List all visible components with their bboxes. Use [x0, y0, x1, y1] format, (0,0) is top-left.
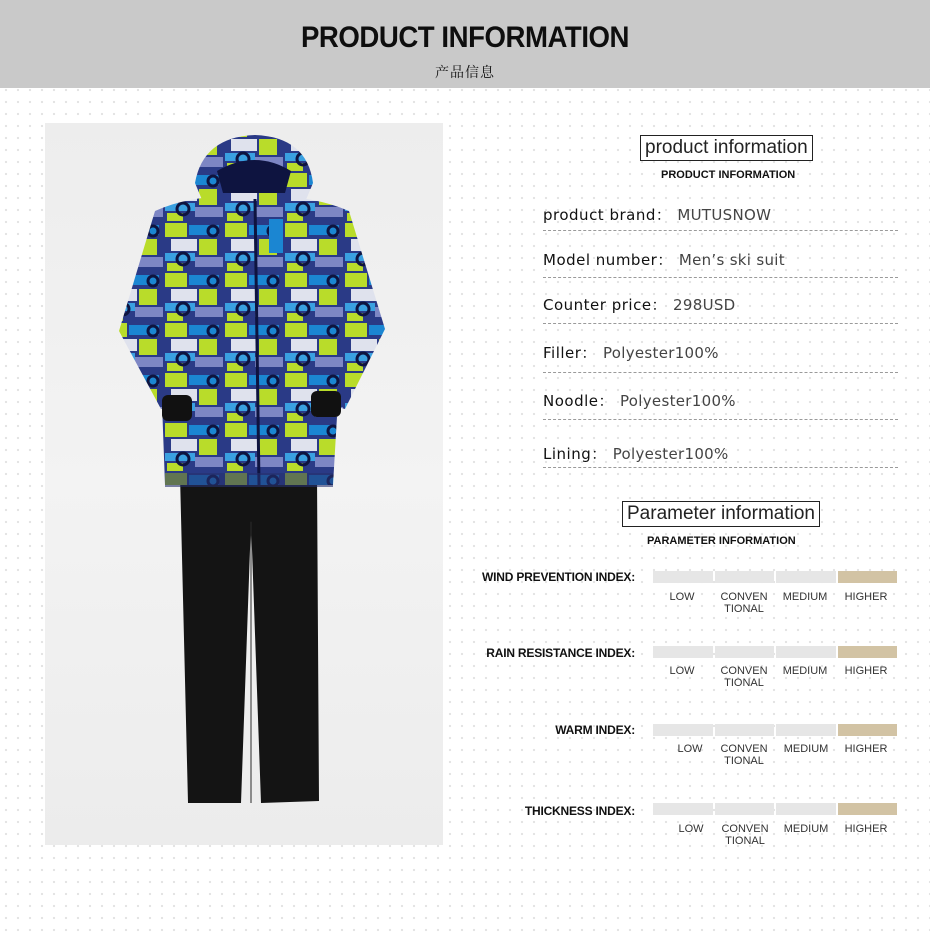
parameter-info-subheading: PARAMETER INFORMATION [647, 535, 796, 547]
level-label: LOW [677, 743, 703, 755]
level-segment [715, 803, 775, 815]
level-label: LOW [669, 591, 695, 603]
wind-prevention-index-label: WIND PREVENTION INDEX: [482, 570, 635, 584]
divider [543, 419, 898, 420]
level-segment [776, 571, 836, 583]
divider [543, 323, 898, 324]
level-label: HIGHER [844, 823, 888, 835]
wind-prevention-index-bar [653, 571, 897, 583]
product-info-subheading: PRODUCT INFORMATION [661, 169, 796, 181]
info-row-price: Counter price： 298USD [543, 296, 736, 314]
level-segment [776, 646, 836, 658]
level-label: HIGHER [844, 591, 888, 603]
level-label: MEDIUM [782, 665, 828, 677]
level-segment-selected [838, 803, 898, 815]
level-label: CONVEN TIONAL [720, 665, 768, 689]
thickness-index-bar [653, 803, 897, 815]
warm-index-label: WARM INDEX: [555, 723, 635, 737]
level-label: LOW [669, 665, 695, 677]
pants-shape [180, 475, 319, 803]
page-header [0, 0, 930, 88]
level-label: LOW [678, 823, 704, 835]
level-segment [653, 646, 713, 658]
jacket-body [155, 196, 349, 485]
level-segment [653, 571, 713, 583]
level-label: CONVEN TIONAL [721, 823, 769, 847]
level-segment [715, 571, 775, 583]
parameter-info-heading: Parameter information [622, 501, 820, 527]
level-label: CONVEN TIONAL [720, 743, 768, 767]
divider [543, 467, 898, 468]
level-label: MEDIUM [783, 743, 829, 755]
level-segment [776, 803, 836, 815]
level-segment [653, 803, 713, 815]
level-segment [776, 724, 836, 736]
level-label: HIGHER [844, 743, 888, 755]
level-segment [715, 646, 775, 658]
product-info-heading: product information [640, 135, 813, 161]
level-label: HIGHER [844, 665, 888, 677]
divider [543, 372, 898, 373]
page-title: PRODUCT INFORMATION [300, 21, 630, 54]
info-row-lining: Lining： Polyester100% [543, 445, 729, 463]
level-label: MEDIUM [783, 823, 829, 835]
divider [543, 230, 898, 231]
level-segment-selected [838, 724, 898, 736]
rain-resistance-index-bar [653, 646, 897, 658]
level-segment [653, 724, 713, 736]
level-label: CONVEN TIONAL [720, 591, 768, 615]
info-row-brand: product brand： MUTUSNOW [543, 206, 772, 224]
page-subtitle: 产品信息 [435, 65, 495, 81]
level-segment-selected [838, 646, 898, 658]
thickness-index-label: THICKNESS INDEX: [524, 804, 635, 818]
warm-index-bar [653, 724, 897, 736]
info-row-filler: Filler： Polyester100% [543, 344, 719, 362]
rain-resistance-index-label: RAIN RESISTANCE INDEX: [486, 646, 635, 660]
info-row-model: Model number： Men’s ski suit [543, 251, 785, 269]
info-row-noodle: Noodle： Polyester100% [543, 392, 736, 410]
level-segment-selected [838, 571, 898, 583]
level-segment [715, 724, 775, 736]
divider [543, 277, 898, 278]
level-label: MEDIUM [782, 591, 828, 603]
